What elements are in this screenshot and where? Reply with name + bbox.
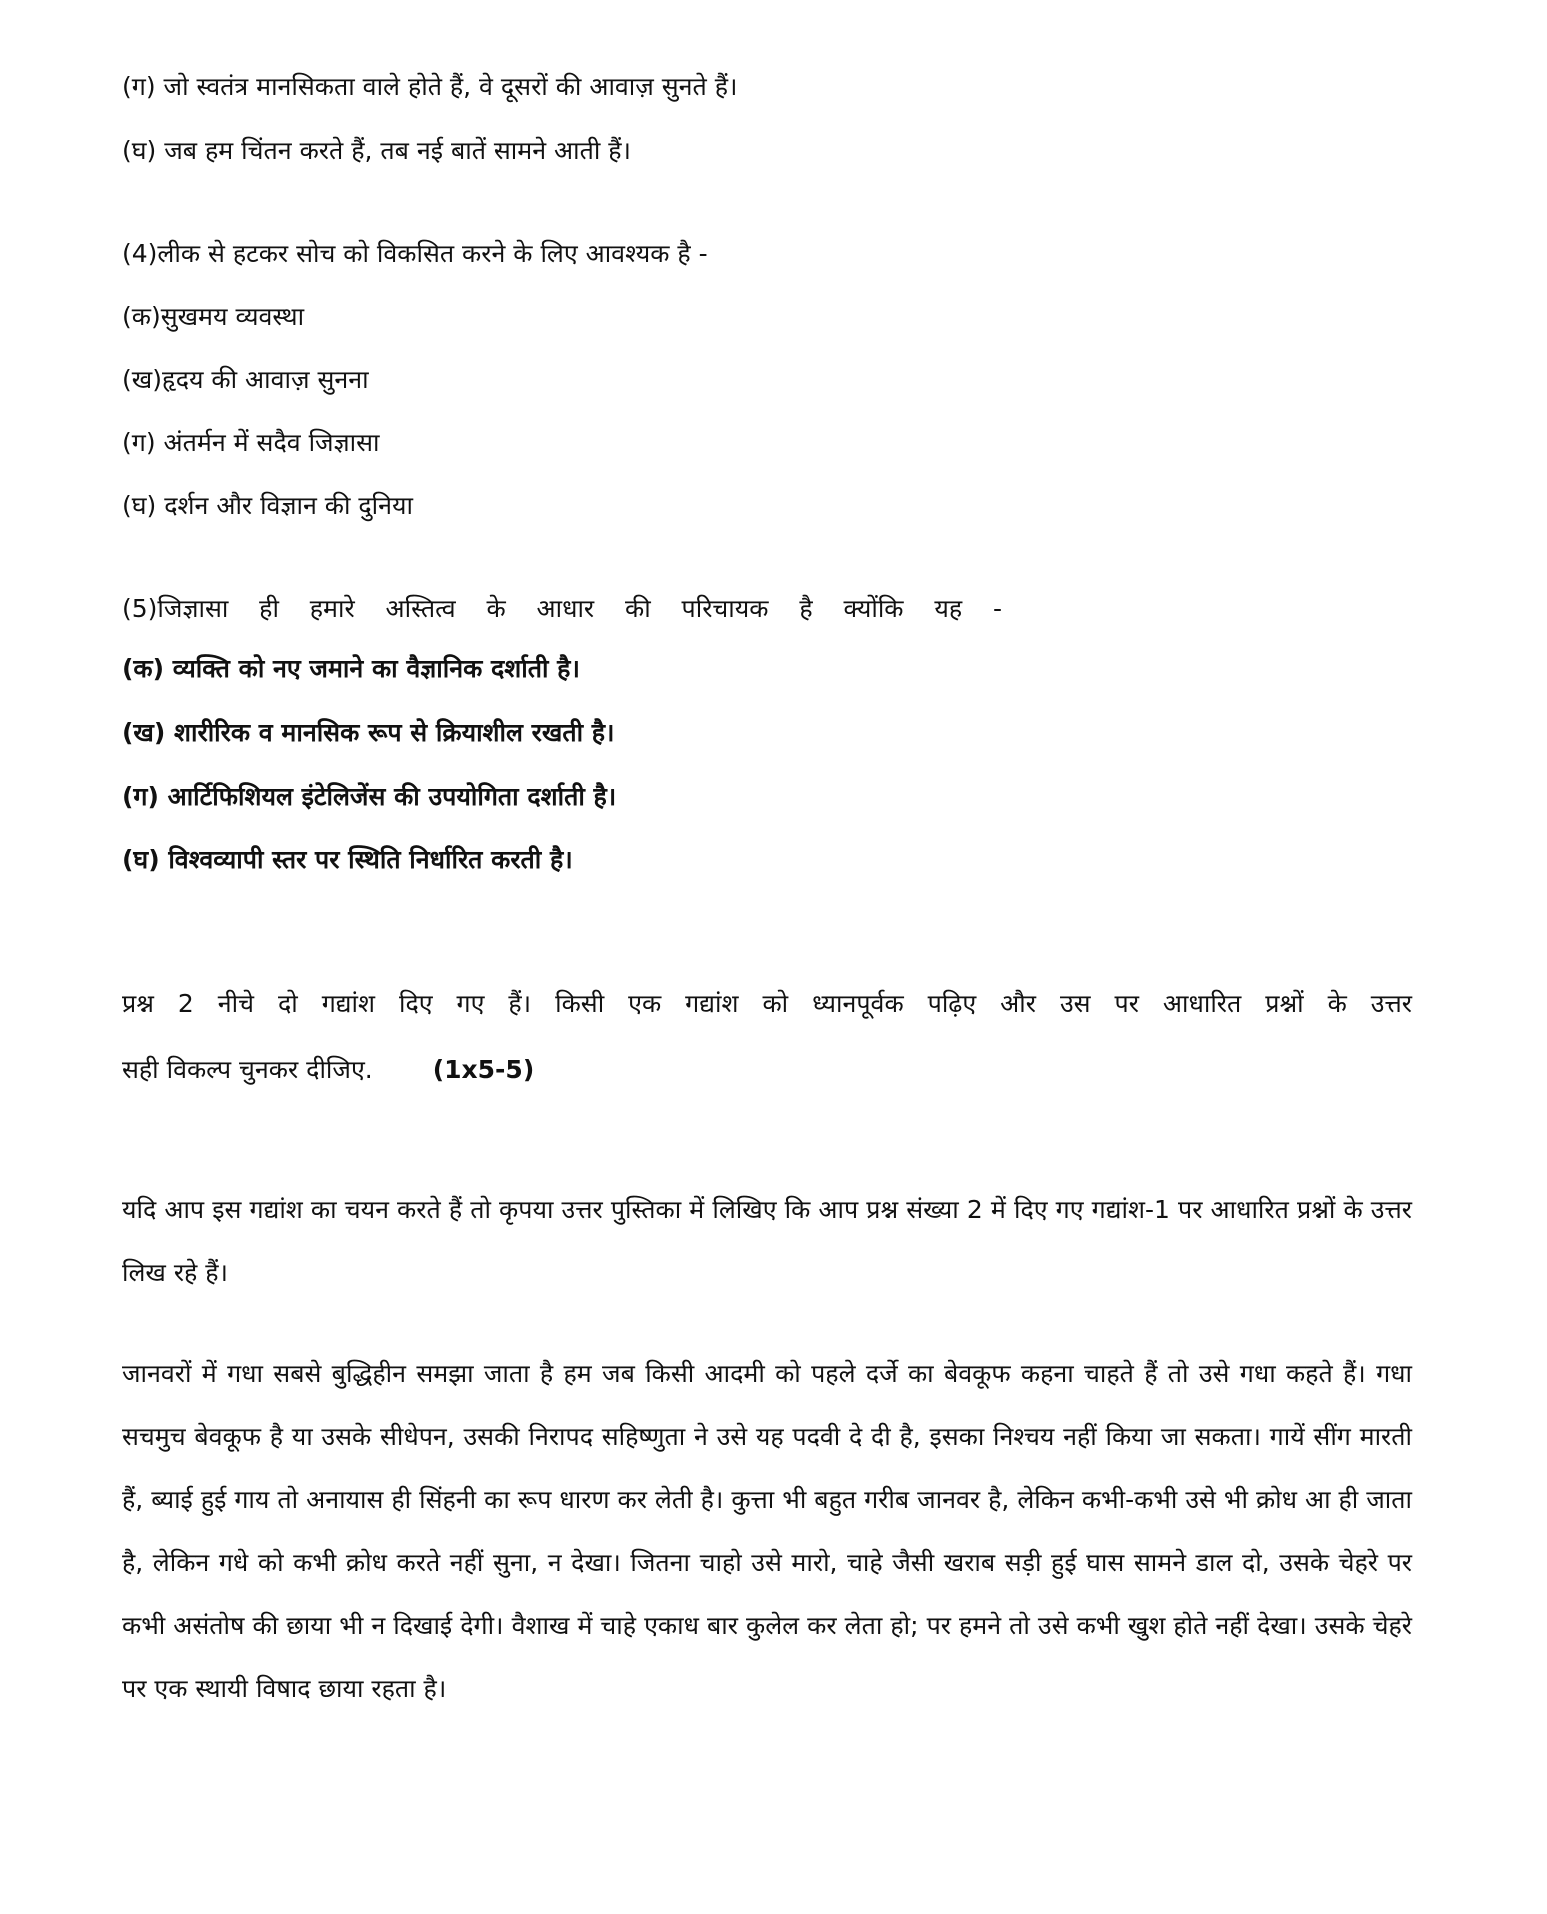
question2-line1: प्रश्न 2 नीचे दो गद्यांश दिए गए हैं। किसी एक गद्यांश को ध्यानपूर्वक पढ़िए और उस पर आधारित प्रश्नों के उत्तर xyxy=(122,989,1412,1018)
q5-question: (5)जिज्ञासा ही हमारे अस्तित्व के आधार की परिचायक है क्योंकि यह - xyxy=(122,594,1002,623)
question2-instruction: सही विकल्प चुनकर दीजिए. xyxy=(122,1055,373,1084)
q5-option-gha: (घ) विश्वव्यापी स्तर पर स्थिति निर्धारित करती है। xyxy=(122,845,573,874)
passage-text: जानवरों में गधा सबसे बुद्धिहीन समझा जाता है हम जब किसी आदमी को पहले दर्जे का बेवकूफ कहना चाहते हैं तो उसे गधा कहते हैं। गधा सचमुच बेवकूफ है या उसके सीधेपन, उसकी निरापद सहिष्णुता ने उसे यह पदवी दे दी है, इसका निश्चय नहीं किया जा सकता। गायें सींग मारती हैं, ब्याई हुई गाय तो अनायास ही सिंहनी का रूप धारण कर लेती है। कुत्ता भी बहुत गरीब जानवर है, लेकिन कभी-कभी उसे भी क्रोध आ ही जाता है, लेकिन गधे को कभी क्रोध करते नहीं सुना, न देखा। जितना चाहो उसे मारो, चाहे जैसी खराब सड़ी हुई घास सामने डाल दो, उसके चेहरे पर कभी असंतोष की छाया भी न दिखाई देगी। वैशाख में चाहे एकाध बार कुलेल कर लेता हो; पर हमने तो उसे कभी खुश होते नहीं देखा। उसके चेहरे पर एक स्थायी विषाद छाया रहता है। xyxy=(122,1359,1412,1703)
q4-option-gha: (घ) दर्शन और विज्ञान की दुनिया xyxy=(122,491,413,520)
q4-option-kha: (ख)हृदय की आवाज़ सुनना xyxy=(122,365,369,394)
question2-line2 xyxy=(122,1050,534,1090)
q5-option-ga: (ग) आर्टिफिशियल इंटेलिजेंस की उपयोगिता दर्शाती है। xyxy=(122,782,617,811)
q3-option-gha: (घ) जब हम चिंतन करते हैं, तब नई बातें सामने आती हैं। xyxy=(122,136,632,165)
question2-marks: (1x5-5) xyxy=(432,1055,535,1084)
q4-question: (4)लीक से हटकर सोच को विकसित करने के लिए आवश्यक है - xyxy=(122,239,708,268)
q5-option-ka: (क) व्यक्ति को नए जमाने का वैज्ञानिक दर्शाती है। xyxy=(122,654,580,683)
passage-instruction: यदि आप इस गद्यांश का चयन करते हैं तो कृपया उत्तर पुस्तिका में लिखिए कि आप प्रश्न संख्या 2 में दिए गए गद्यांश-1 पर आधारित प्रश्नों के उत्तर लिख रहे हैं। xyxy=(122,1195,1412,1287)
q3-option-ga: (ग) जो स्वतंत्र मानसिकता वाले होते हैं, वे दूसरों की आवाज़ सुनते हैं। xyxy=(122,72,738,101)
q4-option-ka: (क)सुखमय व्यवस्था xyxy=(122,302,305,331)
q4-option-ga: (ग) अंतर्मन में सदैव जिज्ञासा xyxy=(122,428,380,457)
q5-option-kha: (ख) शारीरिक व मानसिक रूप से क्रियाशील रखती है। xyxy=(122,718,615,747)
